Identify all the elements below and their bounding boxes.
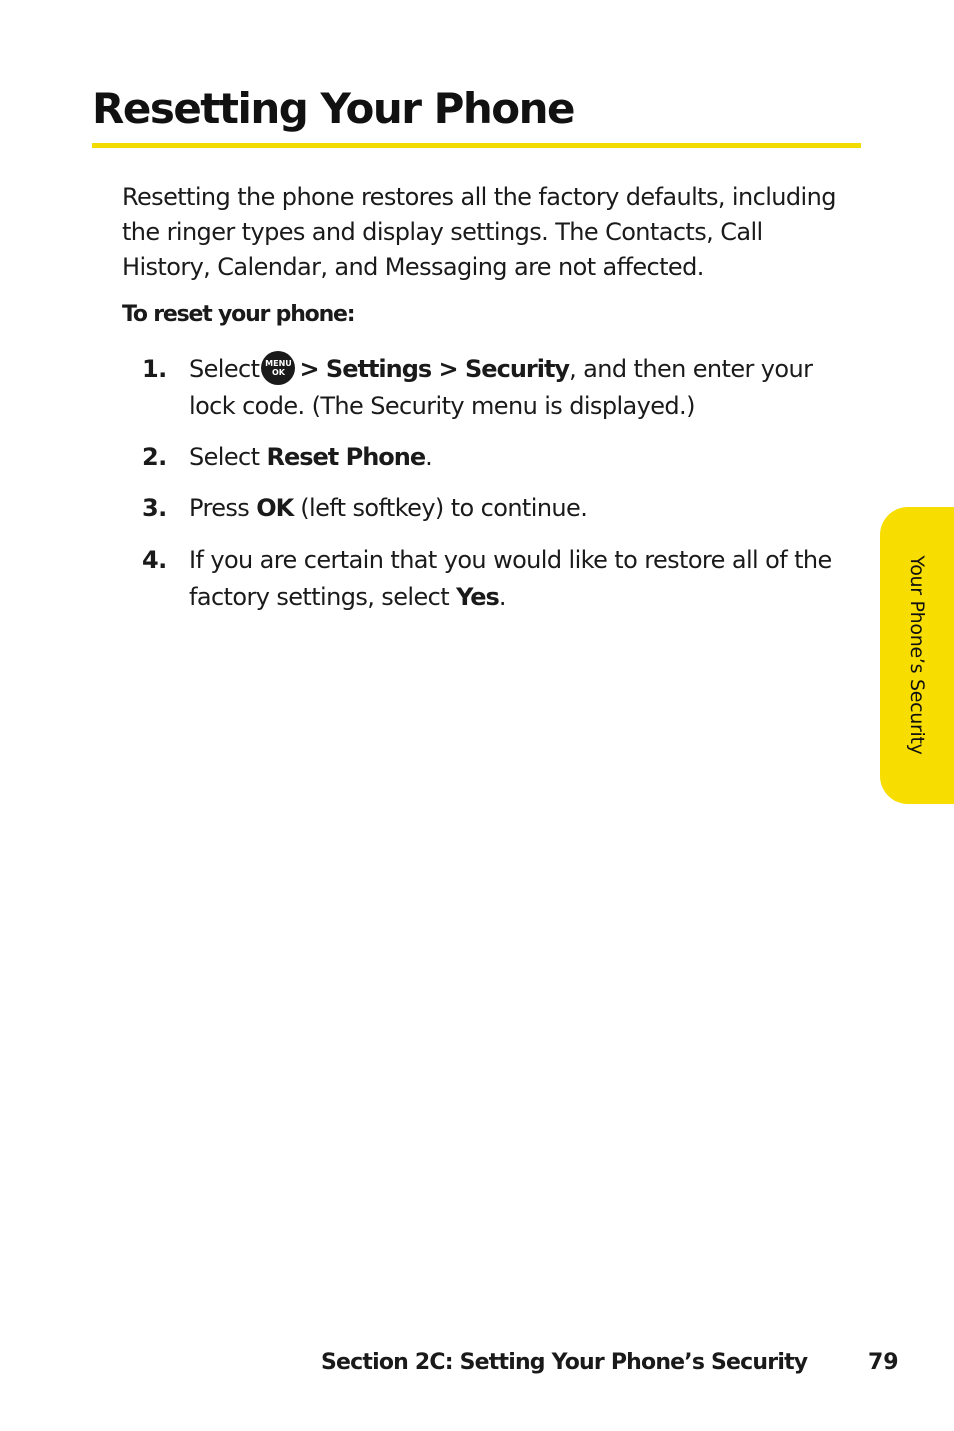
page-number: 79 [868,1350,899,1375]
step-suffix: . [425,443,433,471]
yes-option: Yes [456,583,499,611]
ok-icon-label: OK [271,368,285,377]
menu-ok-key-icon [261,351,295,385]
step-number: 1. [142,355,167,383]
title-underline [92,143,861,148]
step-prefix: Select [189,355,260,383]
step-text [189,490,857,527]
step-prefix: Press [189,494,257,522]
step-4 [142,542,857,616]
step-number: 4. [142,546,167,574]
step-3 [142,490,857,527]
step-text [189,351,857,425]
step-prefix: Select [189,443,267,471]
procedure-heading: To reset your phone: [122,302,355,327]
footer-section-title: Section 2C: Setting Your Phone’s Security [321,1350,808,1375]
step-1 [142,351,857,425]
step-suffix: (left softkey) to continue. [293,494,588,522]
step-number: 2. [142,443,167,471]
step-text [189,542,857,616]
page-title: Resetting Your Phone [92,84,575,133]
step-suffix: . [498,583,506,611]
intro-paragraph: Resetting the phone restores all the factory defaults, including the ringer types and display settings. The Contacts, Call History, Calendar, and Messaging are not affected. [122,183,836,281]
menu-icon-label: MENU [265,359,292,368]
side-tab-label: Your Phone’s Security [906,555,928,755]
step-2 [142,439,857,476]
step-number: 3. [142,494,167,522]
reset-phone-option: Reset Phone [266,443,426,471]
step-prefix: If you are certain that you would like to restore all of the factory settings, select [189,546,832,611]
step-text [189,439,857,476]
section-side-tab [880,507,954,804]
ok-softkey: OK [256,494,294,522]
menu-path: > Settings > Security [299,355,570,383]
step-suffix: , and then enter your lock code. (The Security menu is displayed.) [189,355,813,420]
